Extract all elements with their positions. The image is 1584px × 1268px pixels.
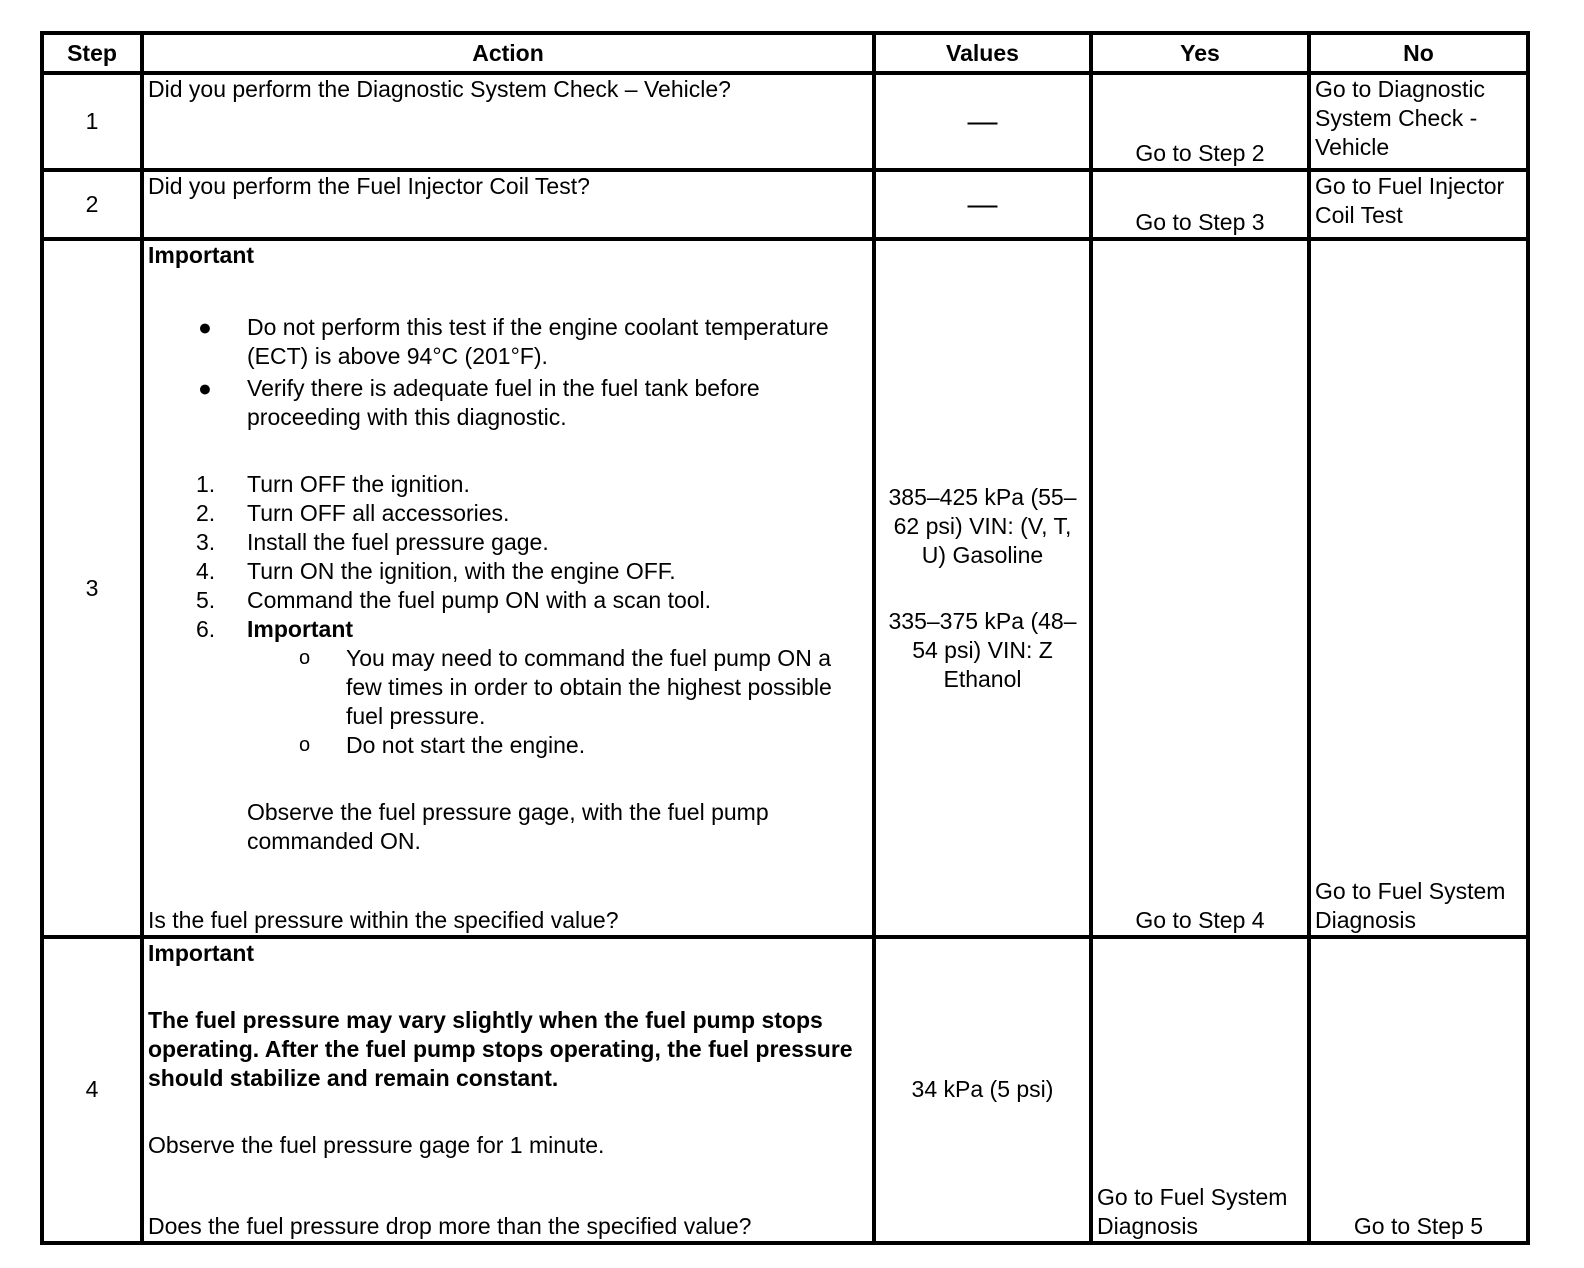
step-text: Important bbox=[247, 616, 354, 643]
list-item bbox=[148, 528, 866, 557]
header-row bbox=[42, 33, 1528, 73]
no-link[interactable]: Go to Diagnostic System Check - Vehicle bbox=[1309, 73, 1528, 170]
yes-link[interactable]: Go to Step 4 bbox=[1091, 239, 1309, 937]
step-index: 6. bbox=[196, 616, 216, 643]
list-item bbox=[148, 374, 866, 432]
list-item bbox=[247, 644, 866, 731]
action-text: Did you perform the Diagnostic System Check – Vehicle? bbox=[142, 73, 874, 170]
bullet-icon: ● bbox=[198, 375, 212, 402]
list-item bbox=[148, 586, 866, 615]
bullet-icon: ● bbox=[198, 314, 212, 341]
list-item bbox=[148, 313, 866, 371]
important-label: Important bbox=[148, 939, 255, 966]
value-gasoline: 385–425 kPa (55–62 psi) VIN: (V, T, U) Gasoline bbox=[888, 483, 1077, 568]
circle-bullet-icon: o bbox=[299, 647, 311, 670]
action-text: Did you perform the Fuel Injector Coil Test? bbox=[142, 170, 874, 239]
step-text: Command the fuel pump ON with a scan tool. bbox=[247, 587, 712, 614]
important-text: The fuel pressure may vary slightly when the fuel pump stops operating. After the fuel pump stops operating, the fuel pressure should stabilize and remain constant. bbox=[148, 1006, 853, 1091]
yes-link[interactable]: Go to Fuel System Diagnosis bbox=[1091, 937, 1309, 1243]
list-item bbox=[148, 499, 866, 528]
list-item bbox=[148, 557, 866, 586]
list-item bbox=[148, 470, 866, 499]
action-cell bbox=[142, 937, 874, 1243]
list-item bbox=[247, 731, 866, 760]
bullet-text: Verify there is adequate fuel in the fuel tank before proceeding with this diagnostic. bbox=[247, 375, 760, 431]
list-item bbox=[148, 615, 866, 644]
step-text: Turn ON the ignition, with the engine OFF. bbox=[247, 558, 676, 585]
step-text: Turn OFF all accessories. bbox=[247, 500, 510, 527]
step-index: 3. bbox=[196, 529, 216, 556]
header-step: Step bbox=[42, 33, 142, 73]
header-yes: Yes bbox=[1091, 33, 1309, 73]
action-cell bbox=[142, 239, 874, 937]
important-label: Important bbox=[148, 242, 255, 269]
yes-link[interactable]: Go to Step 2 bbox=[1091, 73, 1309, 170]
header-values: Values bbox=[874, 33, 1091, 73]
circle-bullet-icon: o bbox=[299, 734, 311, 757]
question-text: Does the fuel pressure drop more than the specified value? bbox=[148, 1213, 752, 1239]
step-text: Install the fuel pressure gage. bbox=[247, 529, 549, 556]
values-cell: — bbox=[874, 170, 1091, 239]
table-row-step-3 bbox=[42, 239, 1528, 937]
bullet-text: Do not perform this test if the engine coolant temperature (ECT) is above 94°C (201°F). bbox=[247, 314, 829, 370]
values-cell: — bbox=[874, 73, 1091, 170]
step-number: 1 bbox=[42, 73, 142, 170]
no-link[interactable]: Go to Step 5 bbox=[1309, 937, 1528, 1243]
table-row-step-2 bbox=[42, 170, 1528, 239]
step-number: 3 bbox=[42, 239, 142, 937]
no-link[interactable]: Go to Fuel Injector Coil Test bbox=[1309, 170, 1528, 239]
value-ethanol: 335–375 kPa (48–54 psi) VIN: Z Ethanol bbox=[888, 607, 1077, 692]
values-cell bbox=[874, 239, 1091, 937]
header-action: Action bbox=[142, 33, 874, 73]
sub-list bbox=[148, 644, 866, 760]
observe-text: Observe the fuel pressure gage for 1 minute. bbox=[148, 1131, 605, 1158]
step-text: Turn OFF the ignition. bbox=[247, 471, 470, 498]
header-no: No bbox=[1309, 33, 1528, 73]
observe-text: Observe the fuel pressure gage, with the fuel pump commanded ON. bbox=[247, 799, 769, 855]
values-cell: 34 kPa (5 psi) bbox=[874, 937, 1091, 1243]
table-row-step-1 bbox=[42, 73, 1528, 170]
step-index: 2. bbox=[196, 500, 216, 527]
step-index: 4. bbox=[196, 558, 216, 585]
procedure-list bbox=[148, 470, 866, 644]
step-number: 4 bbox=[42, 937, 142, 1243]
table-row-step-4 bbox=[42, 937, 1528, 1243]
step-index: 5. bbox=[196, 587, 216, 614]
precaution-list bbox=[148, 313, 866, 432]
question-text: Is the fuel pressure within the specified value? bbox=[148, 906, 619, 933]
step-number: 2 bbox=[42, 170, 142, 239]
step-index: 1. bbox=[196, 471, 216, 498]
sub-text: Do not start the engine. bbox=[346, 732, 586, 759]
yes-link[interactable]: Go to Step 3 bbox=[1091, 170, 1309, 239]
no-link[interactable]: Go to Fuel System Diagnosis bbox=[1309, 239, 1528, 937]
diagnostic-table bbox=[40, 31, 1530, 1245]
sub-text: You may need to command the fuel pump ON a few times in order to obtain the highest possible fuel pressure. bbox=[346, 645, 832, 730]
